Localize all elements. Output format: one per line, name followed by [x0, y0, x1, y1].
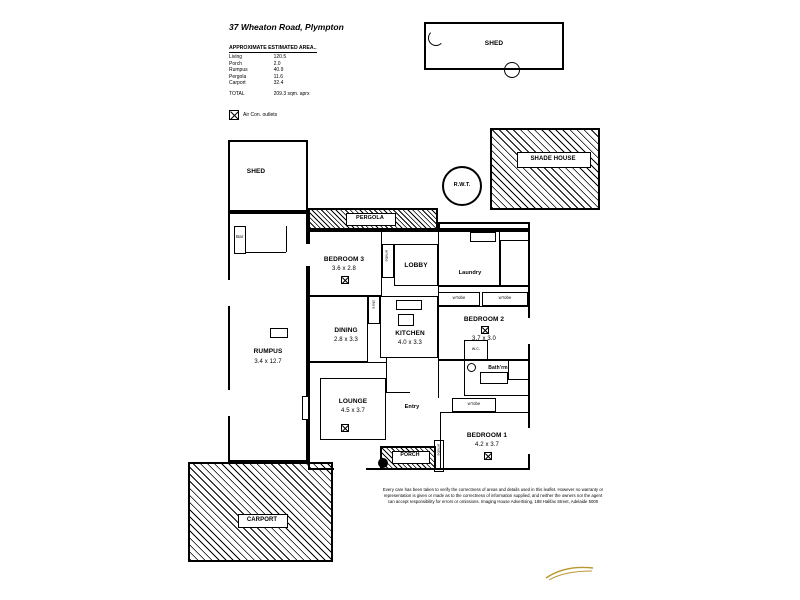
- shed-top-door-arc-left: [428, 30, 444, 46]
- lounge-dim: 4.5 x 3.7: [341, 408, 365, 414]
- bedroom-2-robe-left-label: w'robe: [452, 295, 466, 300]
- bedroom-2-label: BEDROOM 2: [463, 316, 505, 323]
- carport-label: CARPORT: [246, 517, 278, 523]
- shed-top-door-arc-bottom: [504, 62, 520, 78]
- rumpus-aircon-unit: [270, 328, 288, 338]
- shade-house-outline: [490, 128, 600, 210]
- wc-label: w.c.: [471, 346, 481, 351]
- bedroom-1-window: [528, 428, 532, 454]
- area-value: 32.4: [273, 80, 284, 86]
- area-value: 11.6: [273, 73, 283, 80]
- area-total-row: [229, 87, 309, 98]
- disclaimer-text: Every care has been taken to verify the correctness of areas and details used in this leaflet. However no warranty or representation is given or made as to the correctness of information supplied, and neither the owners nor the agent can accept responsibility for errors or omissions. Imaging House Advertising, 188 Halifax Street, Adelaide 5000: [382, 487, 604, 505]
- kitchen-dim: 4.0 x 3.3: [398, 340, 422, 346]
- bedroom-3-window: [306, 244, 310, 266]
- bedroom-1-dim: 4.2 x 3.7: [475, 442, 499, 448]
- rumpus-window-west-1: [226, 280, 230, 306]
- hall-line-3: [438, 286, 439, 398]
- bedroom-3-robe-label: w'robe: [384, 250, 389, 262]
- bedroom-3-dim: 3.6 x 2.8: [332, 266, 356, 272]
- bath-tub: [480, 372, 508, 384]
- bedroom-1-robe-label: w'robe: [467, 401, 481, 406]
- bedroom-2-aircon-icon: [481, 326, 489, 334]
- area-label: Living: [229, 54, 243, 60]
- dining-label: DINING: [334, 327, 358, 334]
- bedroom-1-outline: [440, 412, 530, 470]
- bedroom-2-window: [528, 318, 532, 344]
- bar-outline: [234, 226, 246, 254]
- shed-left-outline: [228, 140, 308, 212]
- area-label: Pergola: [229, 73, 247, 80]
- hall-line-2: [438, 360, 464, 361]
- lobby-label: LOBBY: [404, 262, 428, 269]
- shade-house-label: SHADE HOUSE: [530, 156, 576, 162]
- bar-counter-line: [246, 252, 286, 253]
- area-label: Carport: [229, 80, 246, 86]
- area-total-value: 209.3 sqm. aprx: [273, 90, 310, 97]
- page-title: 37 Wheaton Road, Plympton: [229, 22, 344, 32]
- kitchen-label: KITCHEN: [395, 330, 425, 337]
- bar-label: Bar: [236, 234, 244, 239]
- bedroom-1-label: BEDROOM 1: [466, 432, 508, 439]
- bedroom-3-aircon-icon: [341, 276, 349, 284]
- aircon-legend: [229, 110, 277, 120]
- logo-swoosh-icon: [545, 565, 595, 581]
- area-value: 120.5: [273, 54, 287, 60]
- laundry-trough: [470, 232, 496, 242]
- entry-divider: [386, 392, 410, 393]
- area-schedule: [229, 45, 317, 97]
- area-label: Rumpus: [229, 67, 248, 73]
- area-value: 2.0: [273, 60, 281, 67]
- bathroom-shower: [508, 360, 530, 380]
- bedroom-2-dim: 3.7 x 3.0: [472, 336, 496, 342]
- bathroom-basin: [467, 363, 476, 372]
- bar-counter-line-vert: [286, 226, 287, 252]
- hall-line-1: [438, 286, 530, 287]
- carport-outline: [188, 462, 333, 562]
- pantry-label: store: [371, 300, 376, 309]
- aircon-legend-label: Air Con. outlets: [243, 112, 278, 118]
- porch-post: [378, 458, 388, 468]
- pergola-label: PERGOLA: [356, 215, 384, 221]
- aircon-outlet-icon: [229, 110, 239, 120]
- rumpus-window-west-2: [226, 390, 230, 416]
- dining-dim: 2.8 x 3.3: [334, 337, 358, 343]
- rwt-label: R.W.T.: [453, 182, 471, 188]
- bedroom-1-robe-side-label: w'robe: [436, 444, 441, 456]
- shed-left-label: SHED: [246, 168, 266, 175]
- bedroom-3-label: BEDROOM 3: [323, 256, 365, 263]
- lounge-label: LOUNGE: [338, 398, 368, 405]
- lounge-aircon-icon: [341, 424, 349, 432]
- house-north-extension: [438, 222, 530, 230]
- rumpus-label: RUMPUS: [253, 348, 283, 355]
- rumpus-dim: 3.4 x 12.7: [254, 359, 282, 365]
- bathroom-label: Bath'rm: [488, 365, 508, 371]
- laundry-store: [500, 240, 530, 286]
- area-value: 40.9: [273, 67, 284, 73]
- entry-label: Entry: [404, 404, 420, 410]
- kitchen-sink: [396, 300, 422, 310]
- hall-line-5: [308, 362, 386, 363]
- bedroom-1-aircon-icon: [484, 452, 492, 460]
- area-schedule-heading: APPROXIMATE ESTIMATED AREA..: [229, 45, 317, 51]
- porch-label: PORCH: [400, 452, 420, 458]
- laundry-label: Laundry: [458, 270, 482, 276]
- hall-line-4: [386, 358, 387, 392]
- kitchen-hotplate: [398, 314, 414, 326]
- shed-top-label: SHED: [484, 40, 504, 47]
- shed-top-notch-a: [424, 22, 442, 24]
- lounge-window: [334, 468, 366, 472]
- bedroom-2-robe-right-label: w'robe: [498, 295, 512, 300]
- area-total-label: TOTAL: [229, 90, 245, 97]
- area-label: Porch: [229, 60, 243, 67]
